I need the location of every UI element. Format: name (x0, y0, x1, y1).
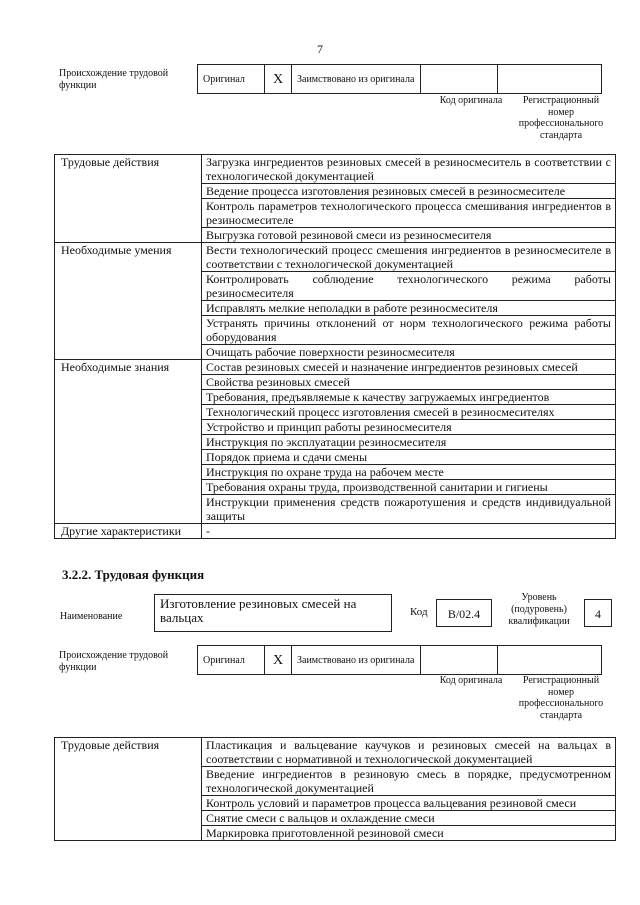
origin-label-2: Происхождение трудовой функции (59, 650, 169, 673)
origin-code-cell (421, 65, 498, 94)
row-item: Состав резиновых смесей и назначение ингредиентов резиновых смесей (202, 360, 616, 375)
page-number: 7 (317, 42, 323, 56)
origin-reg-caption: Регистрационный номер профессионального стандарта (518, 95, 604, 141)
row-item: Контроль условий и параметров процесса вальцевания резиновой смеси (202, 796, 616, 811)
origin-reg-caption-2: Регистрационный номер профессионального стандарта (518, 675, 604, 721)
origin-table-2 (197, 645, 602, 675)
row-label: Необходимые знания (55, 360, 202, 524)
origin-reg-cell (498, 65, 602, 94)
row-label: Необходимые умения (55, 243, 202, 360)
origin-label: Происхождение трудовой функции (59, 68, 169, 91)
table-row (55, 155, 616, 184)
row-item: Порядок приема и сдачи смены (202, 450, 616, 465)
origin-code-cell-2 (421, 646, 498, 675)
origin-code-caption-2: Код оригинала (439, 675, 503, 686)
row-item: Выгрузка готовой резиновой смеси из резиносмесителя (202, 228, 616, 243)
function-table-1 (54, 154, 616, 539)
row-item: Устройство и принцип работы резиносмесителя (202, 420, 616, 435)
level-label: Уровень (подуровень) квалификации (508, 592, 570, 627)
row-item: Вести технологический процесс смешения ингредиентов в резиносмесителе в соответствии с технологической документацией (202, 243, 616, 272)
origin-reg-cell-2 (498, 646, 602, 675)
row-item: Исправлять мелкие неполадки в работе резиносмесителя (202, 301, 616, 316)
row-item: Устранять причины отклонений от норм технологического режима работы оборудования (202, 316, 616, 345)
row-item: Очищать рабочие поверхности резиносмесителя (202, 345, 616, 360)
origin-code-caption: Код оригинала (439, 95, 503, 106)
row-item: Пластикация и вальцевание каучуков и резиновых смесей на вальцах в соответствии с нормативной и технологической документацией (202, 738, 616, 767)
row-item: Ведение процесса изготовления резиновых смесей в резиносмесителе (202, 184, 616, 199)
row-item: Инструкции применения средств пожаротушения и средств индивидуальной защиты (202, 495, 616, 524)
function-table-2 (54, 737, 616, 841)
code-label: Код (410, 606, 428, 618)
row-item: Требования охраны труда, производственной санитарии и гигиены (202, 480, 616, 495)
row-item: Инструкция по охране труда на рабочем месте (202, 465, 616, 480)
code-value: B/02.4 (436, 599, 492, 627)
level-value: 4 (584, 599, 612, 627)
origin-mark-2: X (265, 646, 292, 675)
origin-borrowed-cell-2: Заимствовано из оригинала (292, 646, 421, 675)
row-item: Контролировать соблюдение технологического режима работы резиносмесителя (202, 272, 616, 301)
origin-mark: X (265, 65, 292, 94)
name-label: Наименование (60, 611, 123, 622)
origin-borrowed-cell: Заимствовано из оригинала (292, 65, 421, 94)
row-item: Требования, предъявляемые к качеству загружаемых ингредиентов (202, 390, 616, 405)
row-item: Снятие смеси с вальцов и охлаждение смеси (202, 811, 616, 826)
origin-original-cell: Оригинал (198, 65, 265, 94)
row-item: Введение ингредиентов в резиновую смесь в порядке, предусмотренном технологической документацией (202, 767, 616, 796)
row-label: Трудовые действия (55, 738, 202, 841)
row-item: Технологический процесс изготовления смесей в резиносмесителях (202, 405, 616, 420)
table-row (55, 243, 616, 272)
row-label: Другие характеристики (55, 524, 202, 539)
table-row (55, 360, 616, 375)
row-item: Контроль параметров технологического процесса смешивания ингредиентов в резиносмесителе (202, 199, 616, 228)
table-row (55, 738, 616, 767)
row-item: Свойства резиновых смесей (202, 375, 616, 390)
row-item: Инструкция по эксплуатации резиносмесителя (202, 435, 616, 450)
name-value: Изготовление резиновых смесей на вальцах (154, 594, 392, 632)
row-item: - (202, 524, 616, 539)
origin-original-cell-2: Оригинал (198, 646, 265, 675)
table-row (55, 524, 616, 539)
row-item: Загрузка ингредиентов резиновых смесей в резиносмеситель в соответствии с технологической документацией (202, 155, 616, 184)
row-item: Маркировка приготовленной резиновой смеси (202, 826, 616, 841)
origin-table (197, 64, 602, 94)
section-heading: 3.2.2. Трудовая функция (62, 567, 205, 582)
row-label: Трудовые действия (55, 155, 202, 243)
